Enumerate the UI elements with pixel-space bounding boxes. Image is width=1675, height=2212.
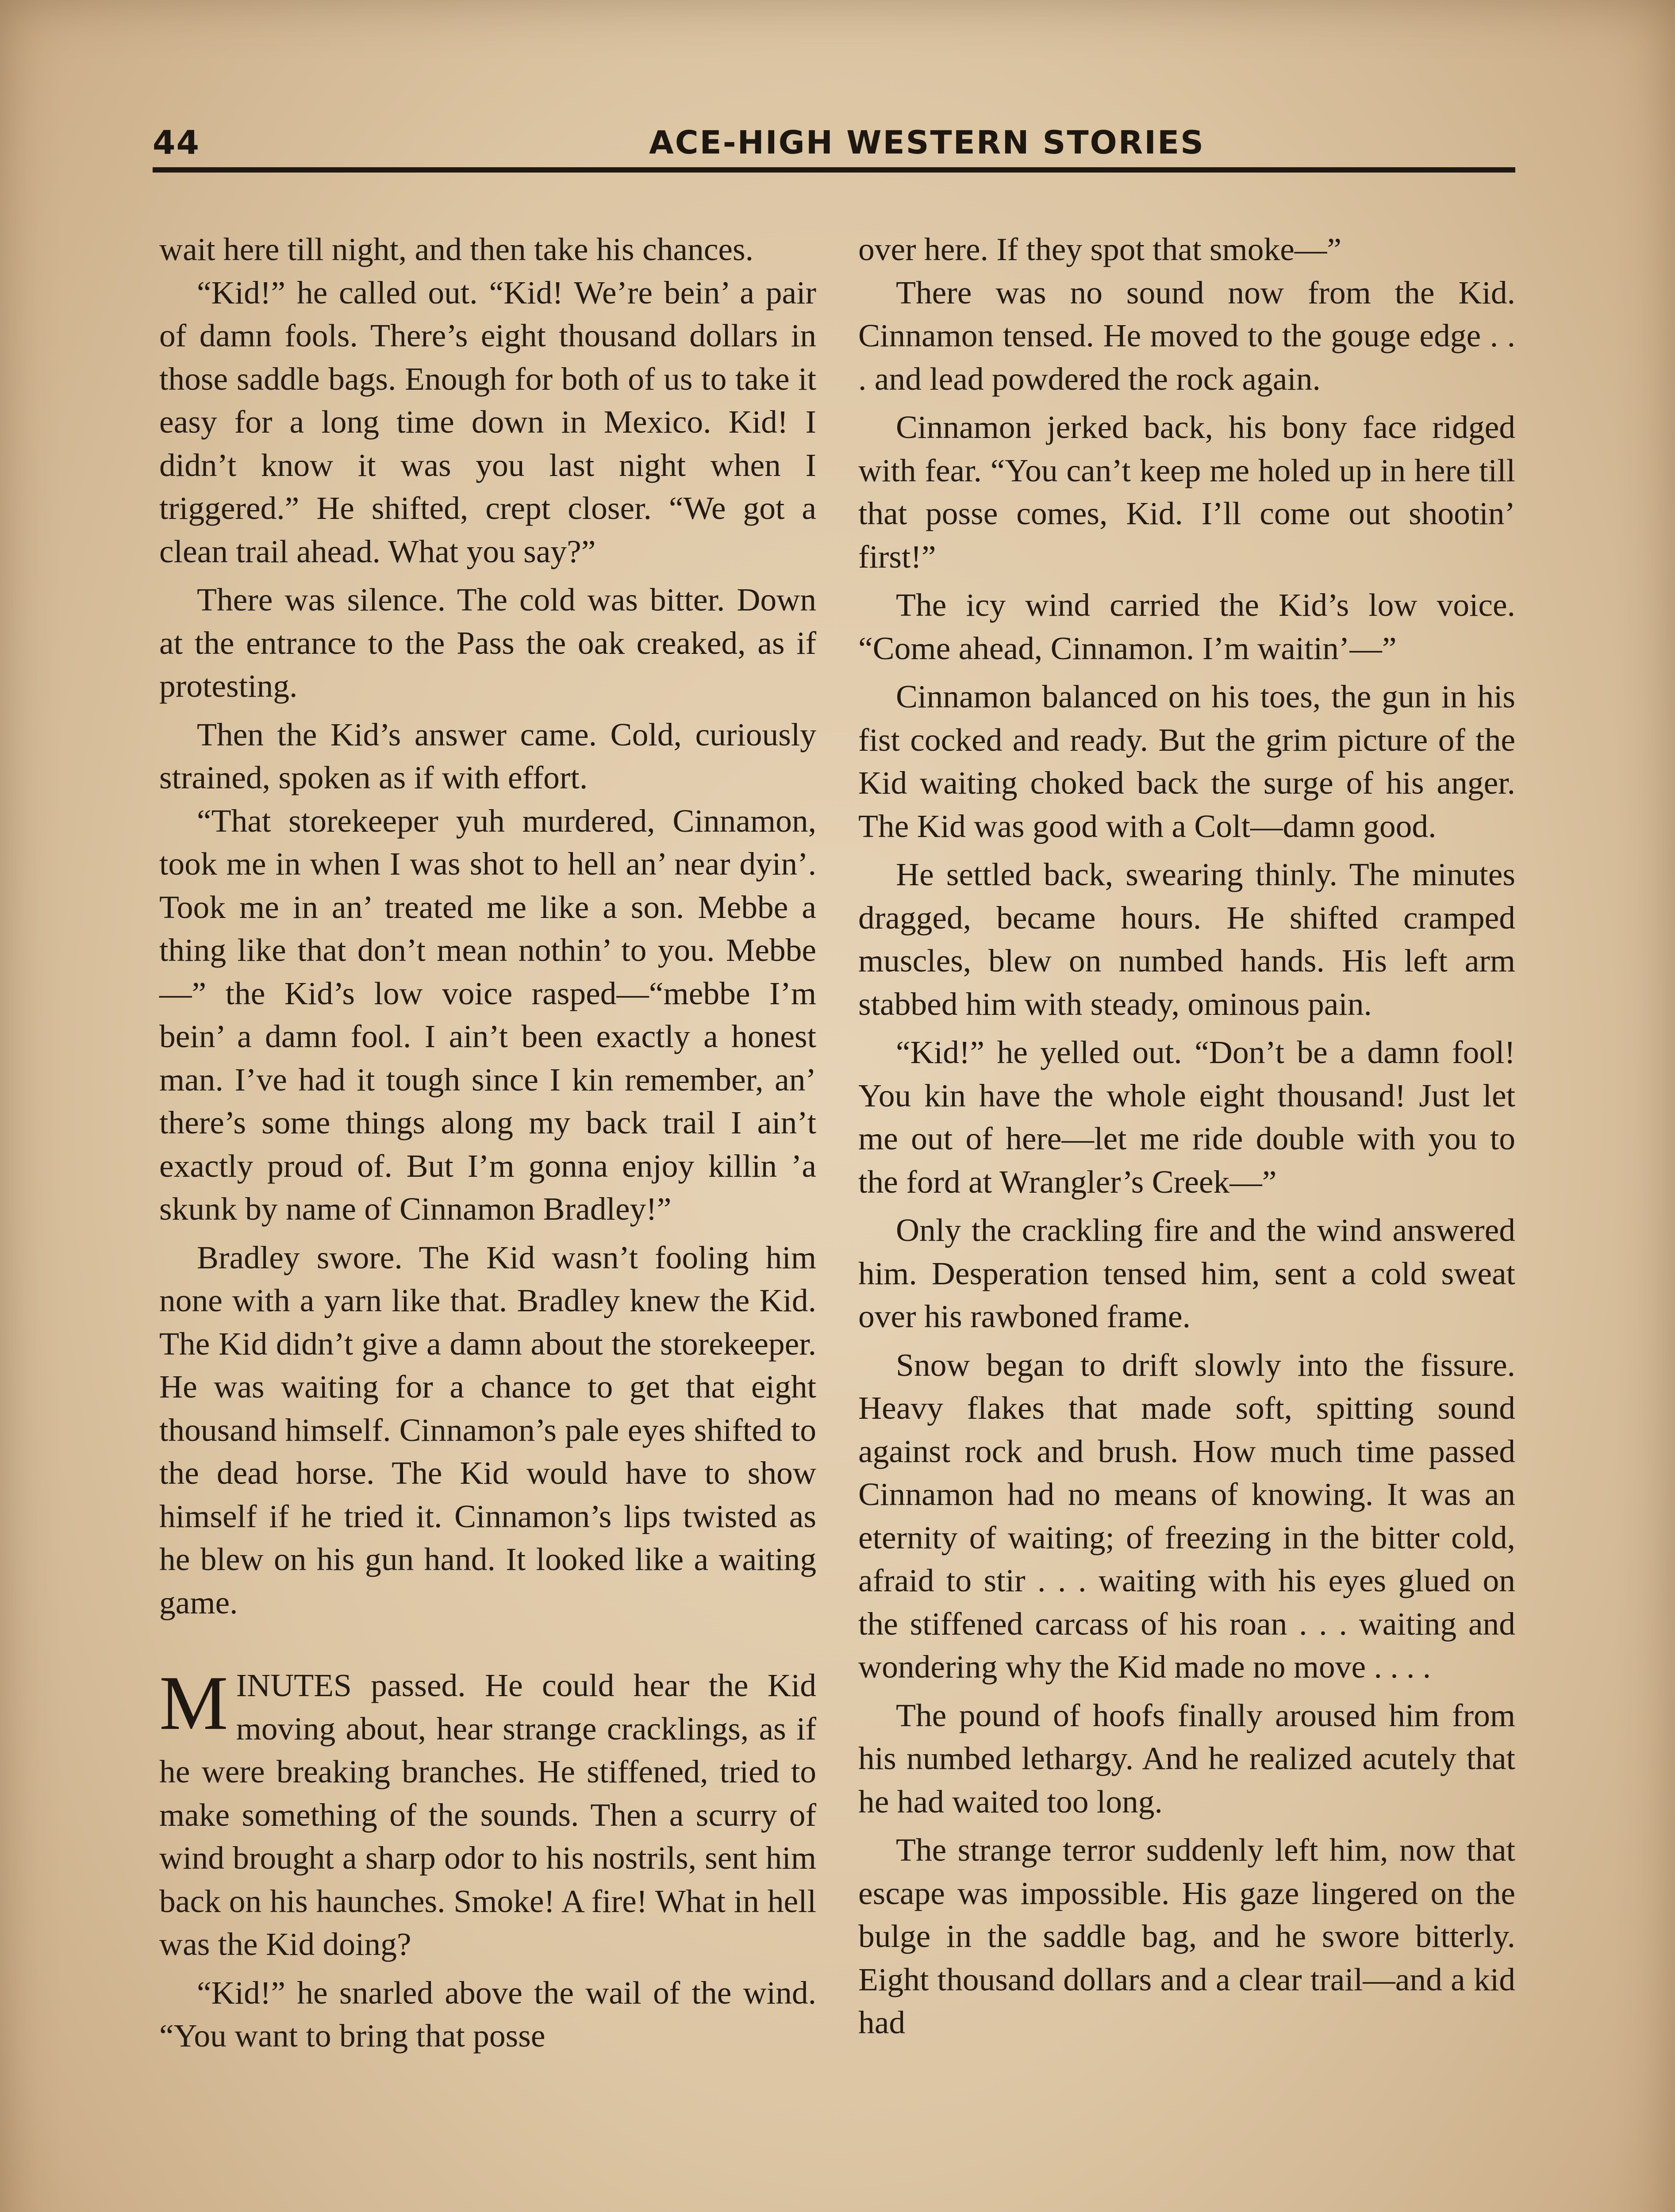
paragraph: Only the crackling fire and the wind answered him. Desperation tensed him, sent a cold sweat over his rawboned frame. — [858, 1212, 1515, 1334]
left-column — [159, 228, 816, 2058]
paragraph: “Kid!” he called out. “Kid! We’re bein’ a pair of damn fools. There’s eight thousand dollars in those saddle bags. Enough for both of us to take it easy for a long time down in Mexico. Kid! I didn’t know it was you last night when I triggered.” He shifted, crept closer. “We got a clean trail ahead. What you say?” — [159, 274, 816, 569]
drop-cap: M — [159, 1660, 228, 1746]
paragraph: The strange terror suddenly left him, now that escape was impossible. His gaze lingered on the bulge in the saddle bag, and he swore bitterly. Eight thousand dollars and a clear trail—and a kid had — [858, 1832, 1515, 2040]
paragraph-text: INUTES passed. He could hear the Kid moving about, hear strange cracklings, as if he were breaking branches. He stiffened, tried to make something of the sounds. Then a scurry of wind brought a sharp odor to his nostrils, sent him back on his haunches. Smoke! A fire! What in hell was the Kid doing? — [159, 1667, 816, 1962]
paragraph: over here. If they spot that smoke—” — [858, 231, 1341, 267]
paragraph: Then the Kid’s answer came. Cold, curiously strained, spoken as if with effort. — [159, 716, 816, 795]
paragraph: Bradley swore. The Kid wasn’t fooling him none with a yarn like that. Bradley knew the Kid. The Kid didn’t give a damn about the storekeeper. He was waiting for a chance to get that eight thousand himself. Cinnamon’s pale eyes shifted to the dead horse. The Kid would have to show himself if he tried it. Cinnamon’s lips twisted as he blew on his gun hand. It looked like a waiting game. — [159, 1239, 816, 1621]
paragraph: Cinnamon jerked back, his bony face ridged with fear. “You can’t keep me holed up in here till that posse comes, Kid. I’ll come out shootin’ first!” — [858, 409, 1515, 575]
section-opening-paragraph — [159, 1660, 816, 1966]
right-column — [858, 228, 1515, 2044]
paragraph: wait here till night, and then take his chances. — [159, 231, 753, 267]
paragraph: The pound of hoofs finally aroused him from his numbed lethargy. And he realized acutely that he had waited too long. — [858, 1697, 1515, 1820]
paragraph: He settled back, swearing thinly. The minutes dragged, became hours. He shifted cramped muscles, blew on numbed hands. His left arm stabbed him with steady, ominous pain. — [858, 856, 1515, 1022]
running-title: ACE-HIGH WESTERN STORIES — [649, 124, 1205, 161]
page-number: 44 — [153, 124, 200, 162]
paragraph: There was silence. The cold was bitter. Down at the entrance to the Pass the oak creaked, as if protesting. — [159, 582, 816, 704]
header-rule — [153, 167, 1515, 173]
paragraph: “Kid!” he yelled out. “Don’t be a damn fool! You kin have the whole eight thousand! Just let me out of here—let me ride double with you to the ford at Wrangler’s Creek—” — [858, 1034, 1515, 1200]
paragraph: “That storekeeper yuh murdered, Cinnamon, took me in when I was shot to hell an’ near dyin’. Took me in an’ treated me like a son. Mebbe a thing like that don’t mean nothin’ to you. Mebbe—” the Kid’s low voice rasped—“mebbe I’m bein’ a damn fool. I ain’t been exactly a honest man. I’ve had it tough since I kin remember, an’ there’s some things along my back trail I ain’t exactly proud of. But I’m gonna enjoy killin ’a skunk by name of Cinnamon Bradley!” — [159, 803, 816, 1227]
paragraph: Snow began to drift slowly into the fissure. Heavy flakes that made soft, spitting sound against rock and brush. How much time passed Cinnamon had no means of knowing. It was an eternity of waiting; of freezing in the bitter cold, afraid to stir . . . waiting with his eyes glued on the stiffened carcass of his roan . . . waiting and wondering why the Kid made no move . . . . — [858, 1347, 1515, 1685]
paragraph: “Kid!” he snarled above the wail of the wind. “You want to bring that posse — [159, 1974, 816, 2054]
paragraph: Cinnamon balanced on his toes, the gun in his fist cocked and ready. But the grim picture of the Kid waiting choked back the surge of his anger. The Kid was good with a Colt—damn good. — [858, 679, 1515, 844]
paragraph: The icy wind carried the Kid’s low voice. “Come ahead, Cinnamon. I’m waitin’—” — [858, 587, 1515, 666]
paragraph: There was no sound now from the Kid. Cinnamon tensed. He moved to the gouge edge . . . and lead powdered the rock again. — [858, 274, 1515, 397]
